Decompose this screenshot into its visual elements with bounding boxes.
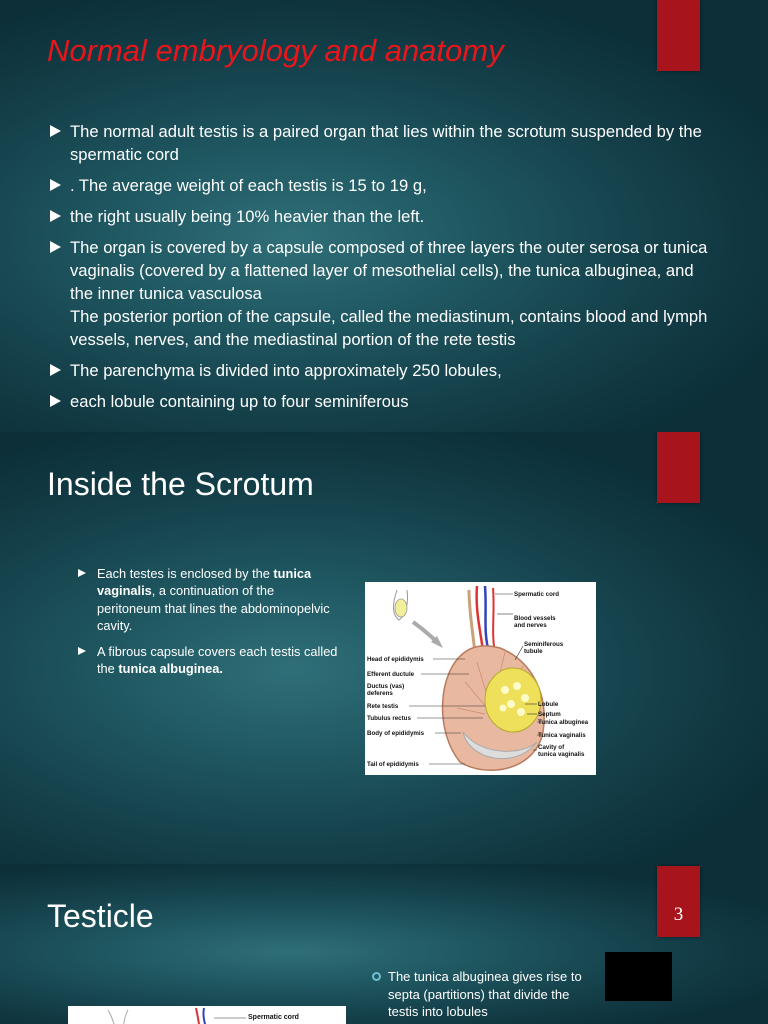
label-spermatic-cord: Spermatic cord <box>514 591 560 598</box>
label-lobule: Lobule <box>538 701 559 708</box>
slide-accent-tab <box>657 0 700 71</box>
slide-title: Inside the Scrotum <box>47 466 314 502</box>
label-rete-testis: Rete testis <box>367 703 399 710</box>
triangle-bullet-icon <box>78 569 86 577</box>
slide-accent-tab <box>657 432 700 503</box>
triangle-bullet-icon <box>50 125 61 137</box>
label-body-epididymis: Body of epididymis <box>367 730 425 737</box>
bullet-item: . The average weight of each testis is 15 to 19 g, <box>48 174 708 197</box>
label-cavity-tunica-vaginalis: tunica vaginalis <box>538 751 585 758</box>
testicle-figure <box>68 1006 346 1024</box>
label-spermatic-cord: Spermatic cord <box>248 1014 299 1021</box>
label-blood-vessels: Blood vessels <box>514 615 556 622</box>
bullet-list <box>48 120 708 421</box>
bullet-item: the right usually being 10% heavier than the left. <box>48 205 708 228</box>
slide-1 <box>0 0 768 432</box>
testicle-diagram <box>68 1006 346 1024</box>
label-tunica-vaginalis: Tunica vaginalis <box>538 732 586 739</box>
slide-3 <box>0 864 768 1024</box>
label-seminiferous: Seminiferous <box>524 641 564 648</box>
bullet-item: The tunica albuginea gives rise to septa (partitions) that divide the testis into lobules <box>372 968 592 1021</box>
label-and-nerves: and nerves <box>514 622 547 629</box>
bullet-item: A fibrous capsule covers each testis called the tunica albuginea. <box>78 643 340 678</box>
ring-bullet-icon <box>372 972 381 981</box>
label-tunica-albuginea: Tunica albuginea <box>538 719 589 726</box>
testis-anatomy-figure <box>365 582 596 775</box>
triangle-bullet-icon <box>50 395 61 407</box>
label-tubulus-rectus: Tubulus rectus <box>367 715 411 722</box>
bullet-item: The normal adult testis is a paired organ that lies within the scrotum suspended by the spermatic cord <box>48 120 708 166</box>
label-cavity-of: Cavity of <box>538 744 565 751</box>
label-efferent-ductule: Efferent ductule <box>367 671 415 678</box>
slide-title: Normal embryology and anatomy <box>47 33 504 68</box>
triangle-bullet-icon <box>78 647 86 655</box>
bullet-item: The parenchyma is divided into approximately 250 lobules, <box>48 359 708 382</box>
label-deferens: deferens <box>367 690 393 697</box>
triangle-bullet-icon <box>50 210 61 222</box>
label-tubule: tubule <box>524 648 543 655</box>
label-ductus: Ductus (vas) <box>367 683 405 690</box>
slide-accent-tab <box>657 866 700 937</box>
triangle-bullet-icon <box>50 179 61 191</box>
bullet-item: Each testes is enclosed by the tunica vaginalis, a continuation of the peritoneum that lines the abdominopelvic cavity. <box>78 565 340 634</box>
label-head-epididymis: Head of epididymis <box>367 656 424 663</box>
slide-title: Testicle <box>47 898 154 934</box>
label-septum: Septum <box>538 711 561 718</box>
page-number: 3 <box>673 904 684 925</box>
testis-diagram <box>365 582 596 775</box>
label-tail-epididymis: Tail of epididymis <box>367 761 419 768</box>
bullet-item: each lobule containing up to four seminiferous <box>48 390 708 413</box>
bullet-list <box>372 968 592 1021</box>
bullet-list <box>78 565 340 687</box>
triangle-bullet-icon <box>50 364 61 376</box>
slide-2 <box>0 432 768 864</box>
bullet-item: The organ is covered by a capsule composed of three layers the outer serosa or tunica vaginalis (covered by a flattened layer of mesothelial cells), the tunica albuginea, and the inner tunica vasculosa The posterior portion of the capsule, called the mediastinum, contains blood and lymph vessels, nerves, and the mediastinal portion of the rete testis <box>48 236 708 351</box>
black-image-placeholder <box>605 952 672 1001</box>
triangle-bullet-icon <box>50 241 61 253</box>
